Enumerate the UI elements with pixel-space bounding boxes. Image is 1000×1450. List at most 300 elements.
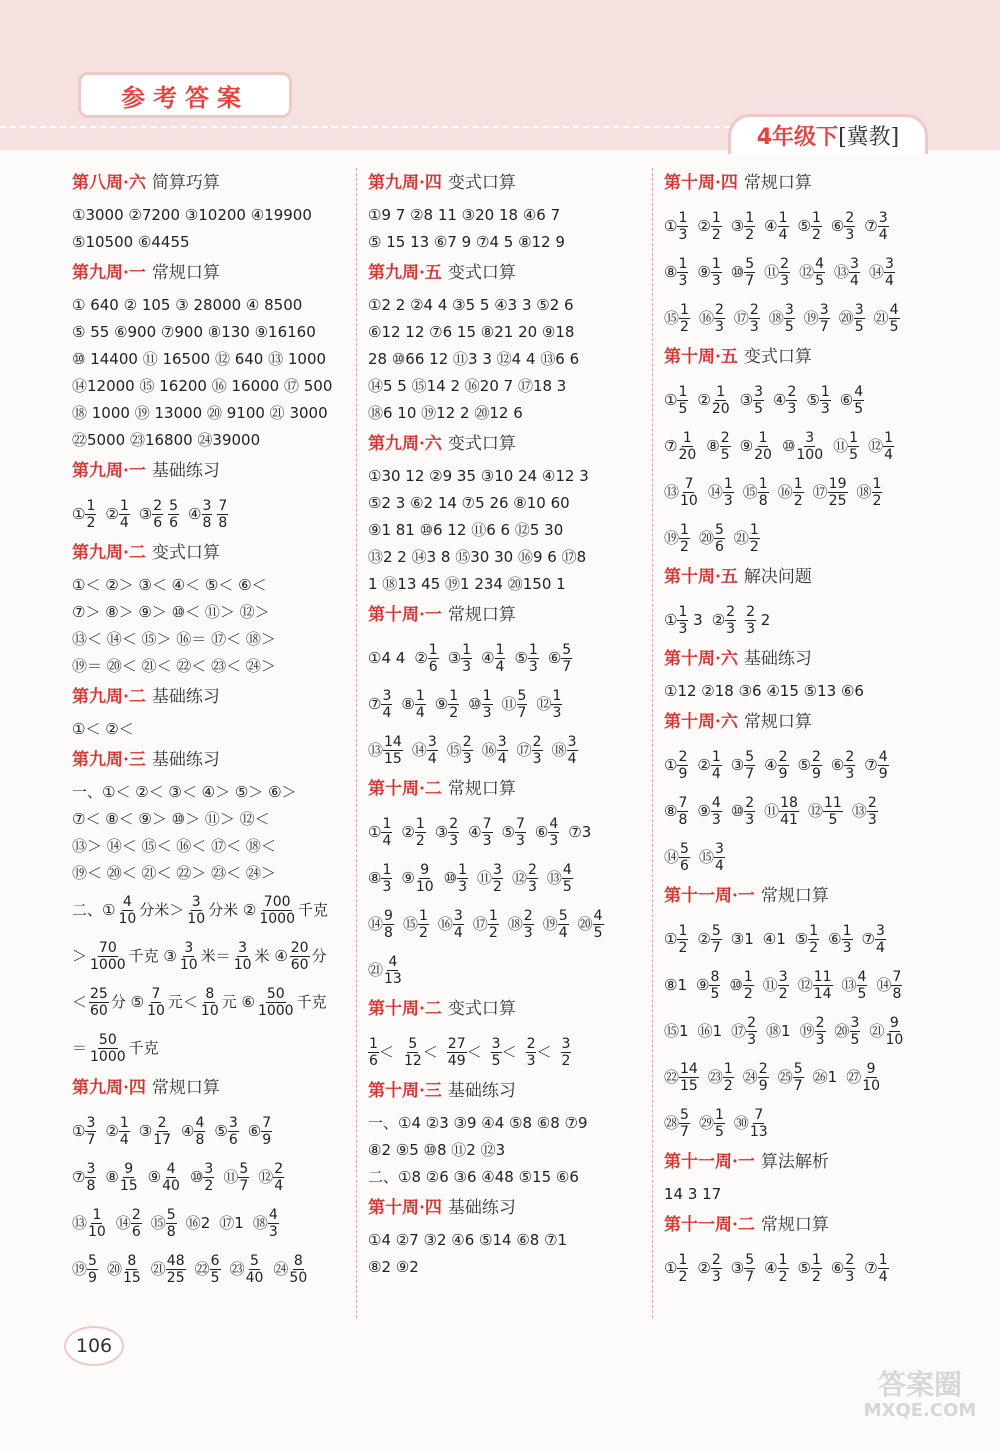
fraction-line: [72, 490, 350, 536]
numerator: 1: [842, 922, 852, 939]
answer-item: [862, 916, 886, 962]
answer-item: [734, 1100, 769, 1146]
fraction: [415, 863, 435, 894]
answer-item: [401, 681, 425, 727]
answer-item: [403, 901, 429, 947]
item-suffix: 2: [755, 610, 771, 629]
fraction-line: [664, 248, 944, 294]
fraction: [119, 1162, 139, 1193]
numerator: 3: [754, 383, 764, 400]
denominator: 6: [153, 514, 163, 531]
answer-line: ①2 2 ②4 4 ③5 5 ④3 3 ⑤2 6: [368, 296, 574, 314]
text-part: 分 ⑤: [110, 993, 145, 1011]
denominator: 10: [680, 492, 698, 509]
text-part: 元 ⑥: [221, 993, 255, 1011]
item-label: ⑪: [833, 436, 849, 455]
section-title: [72, 684, 350, 710]
item-label: ⑱: [507, 914, 523, 933]
answer-item: [778, 469, 804, 515]
fraction: [878, 750, 889, 781]
denominator: 5: [784, 318, 794, 335]
denominator: 4: [884, 272, 894, 289]
section-title: [368, 170, 648, 196]
answer-line: ⑬＜ ⑭＜ ⑮＞ ⑯＝ ⑰＜ ⑱＞: [72, 630, 276, 648]
numerator: 2: [527, 861, 537, 878]
answer-item: [869, 1008, 904, 1054]
item-suffix: 3: [688, 610, 703, 629]
denominator: 2: [749, 538, 759, 555]
fraction: [753, 431, 773, 462]
fraction: [152, 499, 163, 530]
section-title: [72, 747, 350, 773]
fraction: [891, 970, 902, 1001]
numerator: 8: [710, 968, 720, 985]
denominator: 3: [747, 1031, 757, 1048]
answer-item: [444, 855, 468, 901]
answer-item: [664, 788, 688, 834]
fraction: [85, 1116, 96, 1147]
denominator: 25: [166, 1269, 185, 1286]
answer-item: [468, 809, 492, 855]
item-label: ㉖1: [812, 1067, 838, 1086]
fraction: [593, 909, 604, 940]
fraction: [210, 1254, 221, 1285]
item-label: ⑫: [797, 975, 813, 994]
item-label: ⑦: [864, 1258, 878, 1277]
answer-item: [731, 916, 754, 962]
item-label: ㉔: [273, 1259, 289, 1278]
section-week: 第九周·一: [72, 263, 146, 283]
denominator: 8: [166, 1223, 176, 1240]
denominator: 8: [195, 1131, 205, 1148]
answer-item: [512, 855, 538, 901]
numerator: 2: [720, 429, 730, 446]
numerator: 4: [815, 255, 824, 272]
answer-line: ⑨1 81 ⑩6 12 ⑪6 6 ⑫5 30: [368, 521, 564, 539]
answer-item: [664, 1245, 688, 1291]
answer-line: ⑥12 12 ⑦6 15 ⑧21 20 ⑨18: [368, 323, 575, 341]
answer-line: 一、①＜ ②＜ ③＜ ④＞ ⑤＞ ⑥＞: [72, 783, 297, 801]
numerator: 5: [745, 748, 755, 765]
answer-item: [186, 1200, 211, 1246]
denominator: 7: [562, 658, 572, 675]
section-week: 第十周·一: [368, 605, 442, 625]
answer-item: [697, 742, 721, 788]
text-part: 分米 ②: [208, 901, 257, 919]
answer-item: [105, 1154, 138, 1200]
item-label: ⑬: [841, 975, 857, 994]
item-label: ④: [764, 216, 778, 235]
denominator: 2: [811, 1268, 821, 1285]
item-label: ①4 4: [368, 648, 406, 667]
fraction: [758, 477, 769, 508]
item-label: ①: [664, 390, 678, 409]
item-label: ⑤: [797, 216, 811, 235]
answer-line: ①9 7 ②8 11 ③20 18 ④6 7: [368, 206, 561, 224]
fraction-line: [664, 741, 944, 787]
numerator: 1: [678, 255, 688, 272]
answer-item: [874, 295, 900, 341]
answer-line: 二、①8 ②6 ③6 ④48 ⑤15 ⑥6: [368, 1168, 579, 1186]
fraction: [677, 1253, 688, 1284]
answer-item: [139, 1108, 172, 1154]
numerator: 5: [558, 907, 568, 924]
text-part: 米 ④: [254, 947, 288, 965]
answer-item: [482, 727, 508, 773]
section-kind: 基础练习: [447, 1081, 516, 1101]
item-label: ①: [664, 755, 678, 774]
numerator: 4: [878, 748, 888, 765]
section-week: 第九周·六: [368, 434, 442, 454]
denominator: 13: [749, 1123, 768, 1140]
numerator: 2: [711, 1251, 721, 1268]
watermark-line2: MXQE.COM: [863, 1399, 977, 1421]
answer-item: [568, 809, 591, 855]
numerator: 1: [778, 209, 788, 226]
numerator: 3: [382, 687, 392, 704]
numerator: 3: [561, 1035, 571, 1052]
item-label: ⑥: [547, 648, 562, 667]
section-kind: 变式口算: [447, 263, 516, 283]
answer-item: [876, 962, 902, 1008]
answer-item: [764, 203, 788, 249]
fraction: [238, 1162, 249, 1193]
denominator: 3: [382, 878, 392, 895]
item-label: ③: [730, 216, 745, 235]
item-label: ㉑: [368, 960, 384, 979]
fraction: [808, 924, 819, 955]
section-title: [72, 260, 350, 286]
numerator: 1: [458, 861, 468, 878]
answer-item: [223, 1154, 249, 1200]
numerator: 1: [716, 383, 726, 400]
item-label: ㉓: [229, 1259, 245, 1278]
item-label: ⑤: [214, 1121, 228, 1140]
denominator: 2: [793, 492, 803, 509]
answer-item: [831, 742, 855, 788]
fraction: [711, 796, 722, 827]
section-title: [664, 883, 944, 909]
numerator: 3: [86, 1114, 96, 1131]
item-label: ⑦: [664, 436, 678, 455]
answer-item: [698, 1008, 723, 1054]
denominator: 2: [711, 226, 721, 243]
item-label: ⑨: [696, 975, 710, 994]
numerator: 1: [415, 687, 425, 704]
fraction: [778, 211, 789, 242]
numerator: 2: [131, 1206, 141, 1223]
section-week: 第九周·二: [72, 543, 146, 563]
section-week: 第十周·五: [664, 347, 738, 367]
section-title: [664, 344, 944, 370]
fraction: [273, 1162, 284, 1193]
item-label: ⑱: [252, 1213, 268, 1232]
answer-item: [491, 1029, 517, 1075]
fraction: [146, 987, 166, 1018]
answer-item: [664, 1100, 690, 1146]
fraction: [749, 523, 760, 554]
denominator: 3: [462, 750, 472, 767]
answer-line: ⑧2 ⑨2: [368, 1258, 419, 1276]
numerator: 7: [678, 794, 688, 811]
answer-line: ㉒5000 ㉓16800 ㉔39000: [72, 431, 261, 449]
fraction: [844, 211, 855, 242]
denominator: 3: [523, 924, 533, 941]
numerator: 3: [805, 429, 815, 446]
answer-item: [664, 249, 688, 295]
answer-line: ⑭5 5 ⑮14 2 ⑯20 7 ⑰18 3: [368, 377, 567, 395]
text-part: 千克: [297, 901, 328, 919]
item-label: ⑯: [777, 482, 793, 501]
numerator: 70: [98, 940, 117, 956]
denominator: 2: [415, 832, 425, 849]
text-part: ＜: [72, 993, 88, 1011]
denominator: 10: [862, 1077, 881, 1094]
text-part: 元＜: [167, 993, 198, 1011]
numerator: 2: [780, 255, 790, 272]
item-label: ⑥: [830, 216, 845, 235]
denominator: 15: [384, 750, 402, 767]
denominator: 15: [119, 1177, 138, 1194]
fraction-line: [368, 854, 648, 900]
fraction: [853, 385, 864, 416]
answer-item: [105, 491, 129, 537]
denominator: 7: [711, 939, 721, 956]
item-label: ⑯: [437, 914, 453, 933]
numerator: 1: [743, 968, 753, 985]
answer-item: [763, 916, 786, 962]
fraction-line: [368, 808, 648, 854]
denominator: 4: [850, 272, 859, 289]
fraction: [85, 499, 96, 530]
fraction: [823, 796, 843, 827]
answer-line: ①3000 ②7200 ③10200 ④19900: [72, 206, 312, 224]
fraction: [745, 605, 756, 636]
fraction-line: [72, 1245, 350, 1291]
answer-item: [763, 962, 789, 1008]
denominator: 10: [147, 1003, 165, 1019]
numerator: 1: [678, 603, 688, 620]
item-label: ⑮: [402, 914, 418, 933]
numerator: 1: [811, 209, 821, 226]
fraction-line: [72, 1199, 350, 1245]
numerator: 5: [562, 641, 572, 658]
item-label: ⑤: [514, 648, 528, 667]
item-label: ⑥: [830, 1258, 845, 1277]
numerator: 3: [714, 840, 724, 857]
denominator: 5: [857, 985, 867, 1002]
numerator: 7: [684, 475, 694, 492]
fraction: [744, 211, 755, 242]
section-week: 第十周·六: [664, 649, 738, 669]
fraction-line: [664, 915, 944, 961]
fraction: [233, 941, 253, 972]
denominator: 14: [813, 985, 832, 1002]
answer-item: [526, 1029, 552, 1075]
denominator: 5: [889, 318, 899, 335]
fraction-line: [664, 961, 944, 1007]
denominator: 3: [458, 878, 468, 895]
item-label: ③: [730, 755, 745, 774]
denominator: 8: [892, 985, 902, 1002]
denominator: 4: [884, 446, 893, 463]
numerator: 3: [491, 1035, 501, 1052]
denominator: 2: [680, 318, 689, 335]
fraction: [567, 735, 578, 766]
answer-item: [368, 947, 403, 993]
denominator: 4: [878, 1268, 888, 1285]
item-label: ⑮: [742, 482, 758, 501]
numerator: 9: [866, 1060, 876, 1077]
answer-item: [514, 635, 538, 681]
fraction: [258, 895, 296, 926]
item-label: ⑬: [851, 801, 867, 820]
denominator: 7: [745, 765, 755, 782]
fraction: [268, 1208, 279, 1239]
item-label: ㉑: [873, 308, 889, 327]
answer-item: [800, 1008, 826, 1054]
fraction: [714, 523, 725, 554]
item-label: ⑥: [247, 1121, 262, 1140]
denominator: 4: [274, 1177, 284, 1194]
section-title: [664, 646, 944, 672]
denominator: 5: [491, 1052, 501, 1069]
answer-item: [368, 635, 405, 681]
fraction: [217, 499, 228, 530]
answer-item: [368, 681, 392, 727]
fraction: [815, 1016, 826, 1047]
fraction: [461, 643, 472, 674]
denominator: 100: [796, 446, 824, 463]
fraction-line: [72, 1107, 350, 1153]
item-label: ⑭: [707, 482, 723, 501]
answer-item: [697, 1245, 721, 1291]
numerator: 8: [293, 1252, 303, 1269]
denominator: 7: [745, 1268, 755, 1285]
item-label: ③: [739, 390, 754, 409]
answer-item: [868, 423, 894, 469]
denominator: 7: [517, 704, 527, 721]
fraction: [677, 924, 688, 955]
item-label: ⑦: [72, 1167, 86, 1186]
fraction: [679, 477, 699, 508]
denominator: 3: [723, 492, 733, 509]
item-label: ⑦: [368, 694, 382, 713]
fraction: [679, 523, 690, 554]
fraction: [117, 895, 137, 926]
fraction: [558, 909, 569, 940]
fraction: [457, 863, 468, 894]
fraction: [131, 1208, 142, 1239]
item-label: ㉗: [846, 1067, 862, 1086]
denominator: 3: [749, 318, 759, 335]
denominator: 7: [680, 1123, 689, 1140]
answer-item: [731, 203, 755, 249]
fraction-line: [72, 1025, 350, 1071]
numerator: 4: [857, 968, 867, 985]
denominator: 9: [262, 1131, 272, 1148]
fraction: [679, 842, 690, 873]
fraction: [844, 750, 855, 781]
answer-line: 28 ⑩66 12 ⑪3 3 ⑫4 4 ⑬6 6: [368, 350, 580, 368]
answer-item: [664, 597, 703, 643]
denominator: 4: [497, 750, 507, 767]
fraction: [383, 955, 403, 986]
denominator: 1000: [90, 1049, 126, 1065]
item-label: ④: [468, 822, 482, 841]
edition-text: [冀教]: [838, 125, 900, 150]
numerator: 1: [749, 521, 759, 538]
section-week: 第九周·二: [72, 687, 146, 707]
answer-item: [412, 727, 438, 773]
text-part: ＝: [72, 1039, 88, 1057]
answer-item: [731, 742, 755, 788]
fraction: [462, 735, 473, 766]
item-label: ⑯2: [185, 1213, 211, 1232]
numerator: 14: [384, 733, 402, 750]
fraction: [87, 1254, 98, 1285]
numerator: 2: [747, 1014, 757, 1031]
fraction: [447, 1037, 467, 1068]
answer-item: [502, 809, 526, 855]
fraction: [89, 1033, 127, 1064]
fraction: [495, 643, 506, 674]
answer-item: [864, 742, 888, 788]
numerator: 1: [758, 475, 768, 492]
answer-item: [834, 249, 860, 295]
answer-item: [664, 423, 697, 469]
denominator: 10: [200, 1003, 219, 1019]
numerator: 2: [787, 383, 797, 400]
denominator: 5: [714, 1123, 724, 1140]
answer-line: ⑤ 15 13 ⑥7 9 ⑦4 5 ⑧12 9: [368, 233, 565, 251]
item-label: ⑭: [411, 740, 427, 759]
fraction: [744, 257, 755, 288]
numerator: 1: [680, 301, 689, 318]
answer-item: [543, 901, 569, 947]
answer-item: [697, 788, 721, 834]
item-label: ④: [764, 1258, 778, 1277]
text-part: 千克: [128, 1039, 159, 1057]
fraction: [884, 1016, 904, 1047]
answer-line: 14 3 17: [664, 1185, 722, 1203]
item-label: ⑯: [481, 740, 497, 759]
answer-item: [764, 249, 790, 295]
item-label: ②: [697, 755, 711, 774]
item-label: ⑬: [664, 482, 680, 501]
fraction-line: [664, 833, 944, 879]
answer-item: [798, 962, 833, 1008]
answer-item: [831, 203, 855, 249]
answer-item: [664, 1054, 699, 1100]
item-label: ②: [105, 504, 119, 523]
numerator: 1: [462, 641, 472, 658]
fraction: [714, 842, 725, 873]
denominator: 1000: [259, 911, 295, 927]
numerator: 1: [86, 497, 96, 514]
denominator: 4: [778, 226, 788, 243]
numerator: 3: [493, 861, 502, 878]
numerator: 2: [532, 733, 542, 750]
answer-item: [517, 727, 543, 773]
fraction: [202, 499, 213, 530]
denominator: 3: [714, 318, 724, 335]
answer-line: ⑩ 14400 ⑪ 16500 ⑫ 640 ⑬ 1000: [72, 350, 327, 368]
section-kind: 变式口算: [151, 543, 220, 563]
answer-item: [731, 788, 755, 834]
answer-item: [778, 1054, 804, 1100]
denominator: 3: [552, 704, 562, 721]
